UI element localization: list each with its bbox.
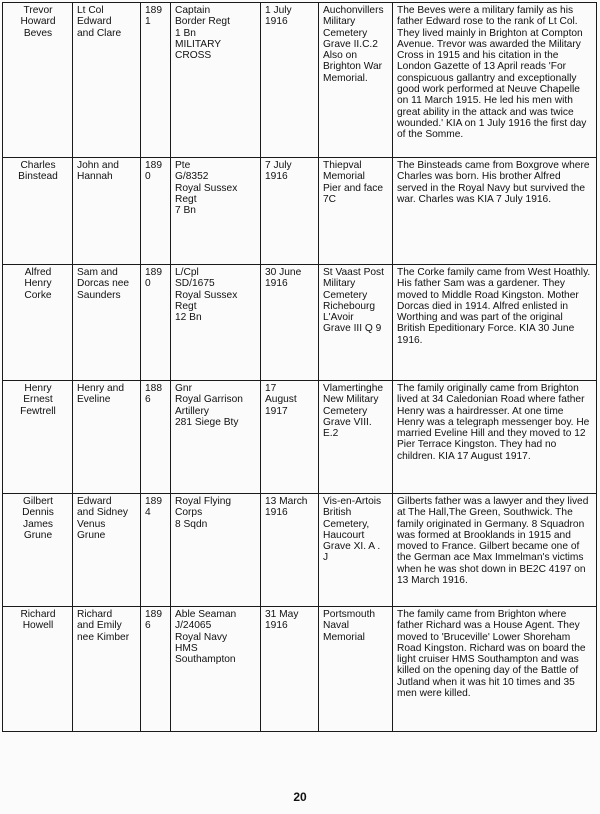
- birth-year: 1894: [141, 494, 171, 607]
- service-details: Able Seaman J/24065 Royal Navy HMS Southampton: [171, 607, 261, 732]
- parents: Henry and Eveline: [73, 381, 141, 494]
- birth-year: 1891: [141, 3, 171, 158]
- biography: The family came from Brighton where father Richard was a House Agent. They moved to 'Bruceville' Lower Shoreham Road Kingston. Richard was on board the light cruiser HMS Southampton and was killed on the opening day of the Battle of Jutland when it was hit 10 times and 35 men were killed.: [393, 607, 597, 732]
- table-row: [3, 158, 597, 265]
- service-details: L/Cpl SD/1675 Royal Sussex Regt 12 Bn: [171, 265, 261, 381]
- date-of-death: 1 July 1916: [261, 3, 319, 158]
- service-details: Gnr Royal Garrison Artillery 281 Siege Bty: [171, 381, 261, 494]
- birth-year: 1896: [141, 607, 171, 732]
- memorial-location: Portsmouth Naval Memorial: [319, 607, 393, 732]
- memorial-location: Vlamertinghe New Military Cemetery Grave VIII. E.2: [319, 381, 393, 494]
- soldier-name: Richard Howell: [3, 607, 73, 732]
- soldier-name: Trevor Howard Beves: [3, 3, 73, 158]
- biography: The family originally came from Brighton lived at 34 Caledonian Road where father Henry was a hairdresser. At one time Henry was a telegraph messenger boy. He married Eveline Hill and they moved to 12 Pier Terrace Kingston. They had no children. KIA 17 August 1917.: [393, 381, 597, 494]
- soldier-name: Alfred Henry Corke: [3, 265, 73, 381]
- biography: Gilberts father was a lawyer and they lived at The Hall,The Green, Southwick. The family originated in Germany. 8 Squadron was formed at Brooklands in 1915 and moved to France. Gilbert became one of the German ace Max Immelman's victims when he was shot down in BE2C 4197 on 13 March 1916.: [393, 494, 597, 607]
- parents: Lt Col Edward and Clare: [73, 3, 141, 158]
- date-of-death: 31 May 1916: [261, 607, 319, 732]
- memorial-table: [2, 2, 597, 732]
- birth-year: 1890: [141, 265, 171, 381]
- parents: Edward and Sidney Venus Grune: [73, 494, 141, 607]
- memorial-location: Vis-en-Artois British Cemetery, Haucourt Grave XI. A . J: [319, 494, 393, 607]
- table-row: [3, 494, 597, 607]
- table-row: [3, 381, 597, 494]
- date-of-death: 30 June 1916: [261, 265, 319, 381]
- page-number: 20: [293, 790, 307, 804]
- biography: The Beves were a military family as his father Edward rose to the rank of Lt Col. They lived mainly in Brighton at Compton Avenue. Trevor was awarded the Military Cross in 1915 and his citation in the London Gazette of 13 April reads 'For conspicuous gallantry and exceptionally good work performed at Neuve Chapelle on 11 March 1915. He led his men with great ability in the attack and was twice wounded.' KIA on 1 July 1916 the first day of the Somme.: [393, 3, 597, 158]
- memorial-location: St Vaast Post Military Cemetery Richebourg L'Avoir Grave III Q 9: [319, 265, 393, 381]
- soldier-name: Gilbert Dennis James Grune: [3, 494, 73, 607]
- birth-year: 1886: [141, 381, 171, 494]
- soldier-name: Charles Binstead: [3, 158, 73, 265]
- parents: Sam and Dorcas nee Saunders: [73, 265, 141, 381]
- biography: The Corke family came from West Hoathly. His father Sam was a gardener. They moved to Middle Road Kingston. Mother Dorcas died in 1914. Alfred enlisted in Worthing and was part of the original British Epeditionary Force. KIA 30 June 1916.: [393, 265, 597, 381]
- date-of-death: 13 March 1916: [261, 494, 319, 607]
- service-details: Captain Border Regt 1 Bn MILITARY CROSS: [171, 3, 261, 158]
- memorial-location: Auchonvillers Military Cemetery Grave II.C.2 Also on Brighton War Memorial.: [319, 3, 393, 158]
- soldier-name: Henry Ernest Fewtrell: [3, 381, 73, 494]
- table-row: [3, 265, 597, 381]
- birth-year: 1890: [141, 158, 171, 265]
- biography: The Binsteads came from Boxgrove where Charles was born. His brother Alfred served in the Royal Navy but survived the war. Charles was KIA 7 July 1916.: [393, 158, 597, 265]
- table-row: [3, 3, 597, 158]
- service-details: Royal Flying Corps 8 Sqdn: [171, 494, 261, 607]
- service-details: Pte G/8352 Royal Sussex Regt 7 Bn: [171, 158, 261, 265]
- date-of-death: 7 July 1916: [261, 158, 319, 265]
- parents: John and Hannah: [73, 158, 141, 265]
- parents: Richard and Emily nee Kimber: [73, 607, 141, 732]
- table-row: [3, 607, 597, 732]
- date-of-death: 17 August 1917: [261, 381, 319, 494]
- memorial-location: Thiepval Memorial Pier and face 7C: [319, 158, 393, 265]
